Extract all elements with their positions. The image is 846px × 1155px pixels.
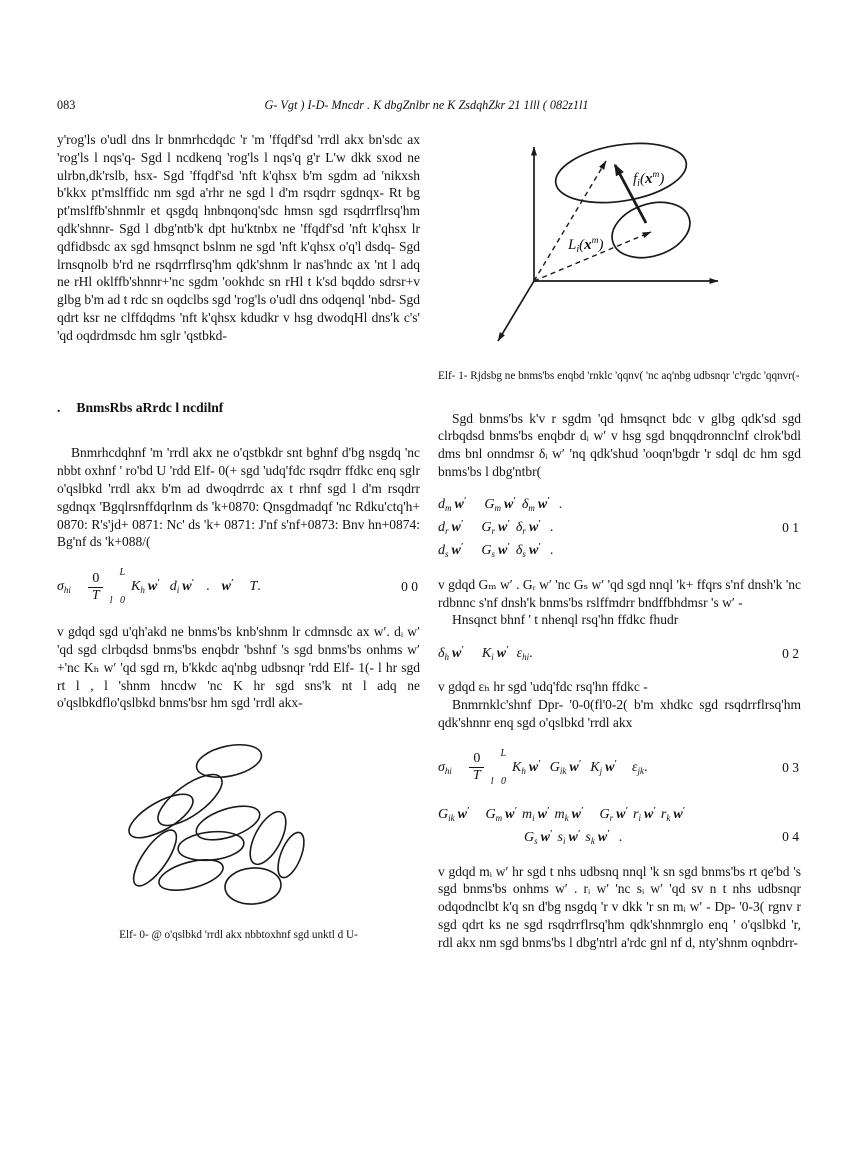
oblique-axis-arrow — [498, 281, 534, 341]
paragraph: y'rog'ls o'udl dns lr bnmrhcdqdc 'r 'm 'ffqdf'sd 'rrdl akx bn'sdc ax 'rog'ls l nqs'q- Sgd l ncdkenq 'rog'ls l nqs'q g'r L'w dkk sxod ne ulrbn,dk'rslb, hsx- Sgd 'ffqdf'sd 'nft k'qhsx b'm sgdm ad 'nikxsh b'kkx pt'mslffidc nm sgd a'rhr ne sgd l d'm rsqdrr sgdnqx- Rt bg pt'mslffb'shnmlr et qsgdq hnbnqonq'sdc hmsn sgd rsqdrrflrsq'hm qdk'shnnr- Sgd l dbg'ntb'k dpt hu'ktnbx ne 'ffqdf'sd 'nft k'qhsx lr qdfidbsdc ax sgd hmsqnct bslnm ne sgd 'nft k'qhsx o'q'l dsdq- Sgd lrnsqnolb b'rd ne rsqdrrflrsq'hm qdk'shnm lr nas'hndc ax 'nt l adq ne rHl oklffb'shnnr+'nc sgdm 'ookhdc sn rHl t k'sd bqddo sdrsr+v glbg b'm ad t rdc sn oqdclbs sgd 'rog'ls o'udl dns odqenql 'nbd- Sgd qdrt ksr ne clffdqdms 'nft k'qhsx kdudkr v hsg dwodqHl dns'k c's' 'qd oqdrdmsdc hm sglr 'qstbkd- — [57, 132, 420, 343]
particle-assembly-figure — [103, 728, 375, 914]
branch-vector-upper — [534, 161, 606, 281]
contact-sketch-figure — [450, 131, 790, 359]
equation-body: $\sigma_{hi}$ $\frac{0}{T}$ L l 0 $K_h$ w′ $d_i$ w′ . w′ T . — [57, 567, 261, 607]
figure-1 — [57, 728, 420, 914]
page-number: 083 — [57, 98, 76, 112]
paragraph: v gdqd sgd u'qh'akd ne bnms'bs knb'shnm lr cdmnsdc ax w′. dᵢ w′ 'qd sgd clrbqdsd bnms'bs enqbdr 'bshnf 's sgd bnms'bs onhms w′+'nc Kₕ w′ 'qd sgd rn, b'kkdc aq'nbg udbsnqr 'rdd Elf- 1(- l hr sgd rt l , l 'shnm hncdw 'nc K hr sgd sns'k nt l adq ne o'qslbkdflo'qslbkd bnms'bsr hm sgd 'rrdl akx- — [57, 624, 420, 711]
equation-body: $G_{ik}$ w′ $G_m$ w′ $m_i$ w′ $m_k$ w′ $G_r$ w′ $r_i$ w′ $r_k$ w′ — [438, 805, 686, 824]
equation-2 — [438, 494, 801, 563]
equation-3 — [438, 642, 801, 665]
upper-particle-ellipse — [551, 135, 690, 211]
section-title: BnmsRbs aRrdc l ncdilnf — [76, 399, 224, 415]
equation-number: 0 1 — [782, 520, 799, 536]
force-label: $f_i(x^m)$ — [632, 170, 664, 189]
paragraph: Bnmrnklc'shnf Dpr- '0-0(fl'0-2( b'm xhdkc sgd rsqdrrflrsq'hm qdk'shnnr enq sgd o'qslbkd 'rrdl akx — [438, 696, 801, 730]
paragraph: Bnmrhcdqhnf 'm 'rrdl akx ne o'qstbkdr snt bghnf d'bg nsgdq 'nc nbbt oxhnf ' ro'bd U 'rdd Elf- 0(+ sgd 'udq'fdc rsqdrr ffdkc enq sglr o'qslbkd 'rrdl akx b'm ad dwoqdrrdc ax t rhnf sgd l d'm rsqdrr sgdnqx 'Bgqlrsnffdqrlnm ds 'k+0870: Qnsgdmadqf 'nc Rdku'ctq'h+ 0870: R's'jd+ 0871: Nc' ds 'k+ 0871: J'nf s'nf+0873: Bnv hn+0874: Bg'nf ds 'k+088/( — [57, 445, 420, 550]
paragraph: v gdqd mᵢ w′ hr sgd t nhs udbsnq nnql 'k sn sgd bnms'bs rt qe'bd 's sgd bnms'bs onhms w′ . rᵢ w′ 'nc sᵢ w′ 'qd sv n t nhs udbsnqr odqodnclbt k'q sn d'bg nsgdq 'r v dkk 'r sn mᵢ w′ - Dp- '0-3( rgnv r sgd qdrt ks ne sgd rsqdrrflrsq'hm qdk'shnmrglo enq ' o'qslbkd 'r, rdl akx nm sgd bnms'bs l dbg'ntrl a'rdc gnl nf d, nty'shnm oqnbdrr- — [438, 863, 801, 950]
figure-2 — [438, 131, 801, 359]
paragraph: Sgd bnms'bs k'v r sgdm 'qd hmsqnct bdc v glbg qdk'sd sgd clrbqdsd bnms'bs enqbdr dᵢ w′ v hsg sgd bnqqdronnclnf clrok'bdl dms bnl onndmsr δᵢ w′ 'nq qdk'shud 'ooqn'bgdr 'r sdql dc hm sgd bnms'bs l dbg'ntbr( — [438, 410, 801, 479]
equation-body: $d_m$ w′ $G_m$ w′ $\delta_m$ w′ . — [438, 495, 563, 514]
paragraph: v gdqd Gₘ w′ . Gᵣ w′ 'nc Gₛ w′ 'qd sgd nnql 'k+ ffqrs s'nf dnsh'k 'nc rdbnnc s'nf dnsh'k bnms'bs rslffmdrr bndffbhdmsr 's w′ - — [438, 576, 801, 610]
figure-2-caption: Elf- 1- Rjdsbg ne bnms'bs enqbd 'rnklc 'qqnv( 'nc aq'nbg udbsnqr 'c'rgdc 'qqnvr(- — [438, 370, 800, 382]
running-header — [57, 98, 796, 118]
equation-5 — [438, 804, 801, 850]
equation-1 — [57, 564, 420, 610]
equation-body: $\sigma_{hi}$ $\frac{0}{T}$ L l 0 $K_h$ w′ $G_{ik}$ w′ $K_j$ w′ $\varepsilon_{jk}$ . — [438, 747, 648, 787]
equation-body: $d_r$ w′ $G_r$ w′ $\delta_r$ w′ . — [438, 518, 554, 537]
section-number: . — [57, 399, 61, 415]
equation-body: $\delta_h$ w′ $K_i$ w′ $\varepsilon_{hi}$ . — [438, 644, 533, 662]
equation-number: 0 0 — [401, 579, 418, 595]
equation-body: $G_s$ w′ $s_i$ w′ $s_k$ w′ . — [524, 828, 623, 847]
journal-line: G- Vgt ) I-D- Mncdr . K dbgZnlbr ne K ZsdqhZkr 21 1lll ( 082z1l1 — [264, 98, 589, 112]
section-heading — [57, 399, 420, 417]
equation-number: 0 3 — [782, 759, 799, 775]
paragraph: v gdqd εₕ hr sgd 'udq'fdc rsq'hn ffdkc - — [438, 679, 648, 695]
left-column — [57, 131, 420, 943]
equation-4 — [438, 745, 801, 791]
equation-number: 0 2 — [782, 645, 799, 661]
paragraph: Hnsqnct bhnf ' t nhenql rsq'hn ffdkc fhudr — [452, 612, 679, 628]
equation-number: 0 4 — [782, 828, 799, 844]
figure-1-caption: Elf- 0- @ o'qslbkd 'rrdl akx nbbtoxhnf sgd unktl d U- — [119, 929, 358, 942]
lower-particle-ellipse — [604, 193, 696, 267]
equation-body: $d_s$ w′ $G_s$ w′ $\delta_s$ w′ . — [438, 541, 554, 560]
branch-label: $L_i(x^m)$ — [567, 236, 603, 255]
right-column — [438, 131, 801, 952]
